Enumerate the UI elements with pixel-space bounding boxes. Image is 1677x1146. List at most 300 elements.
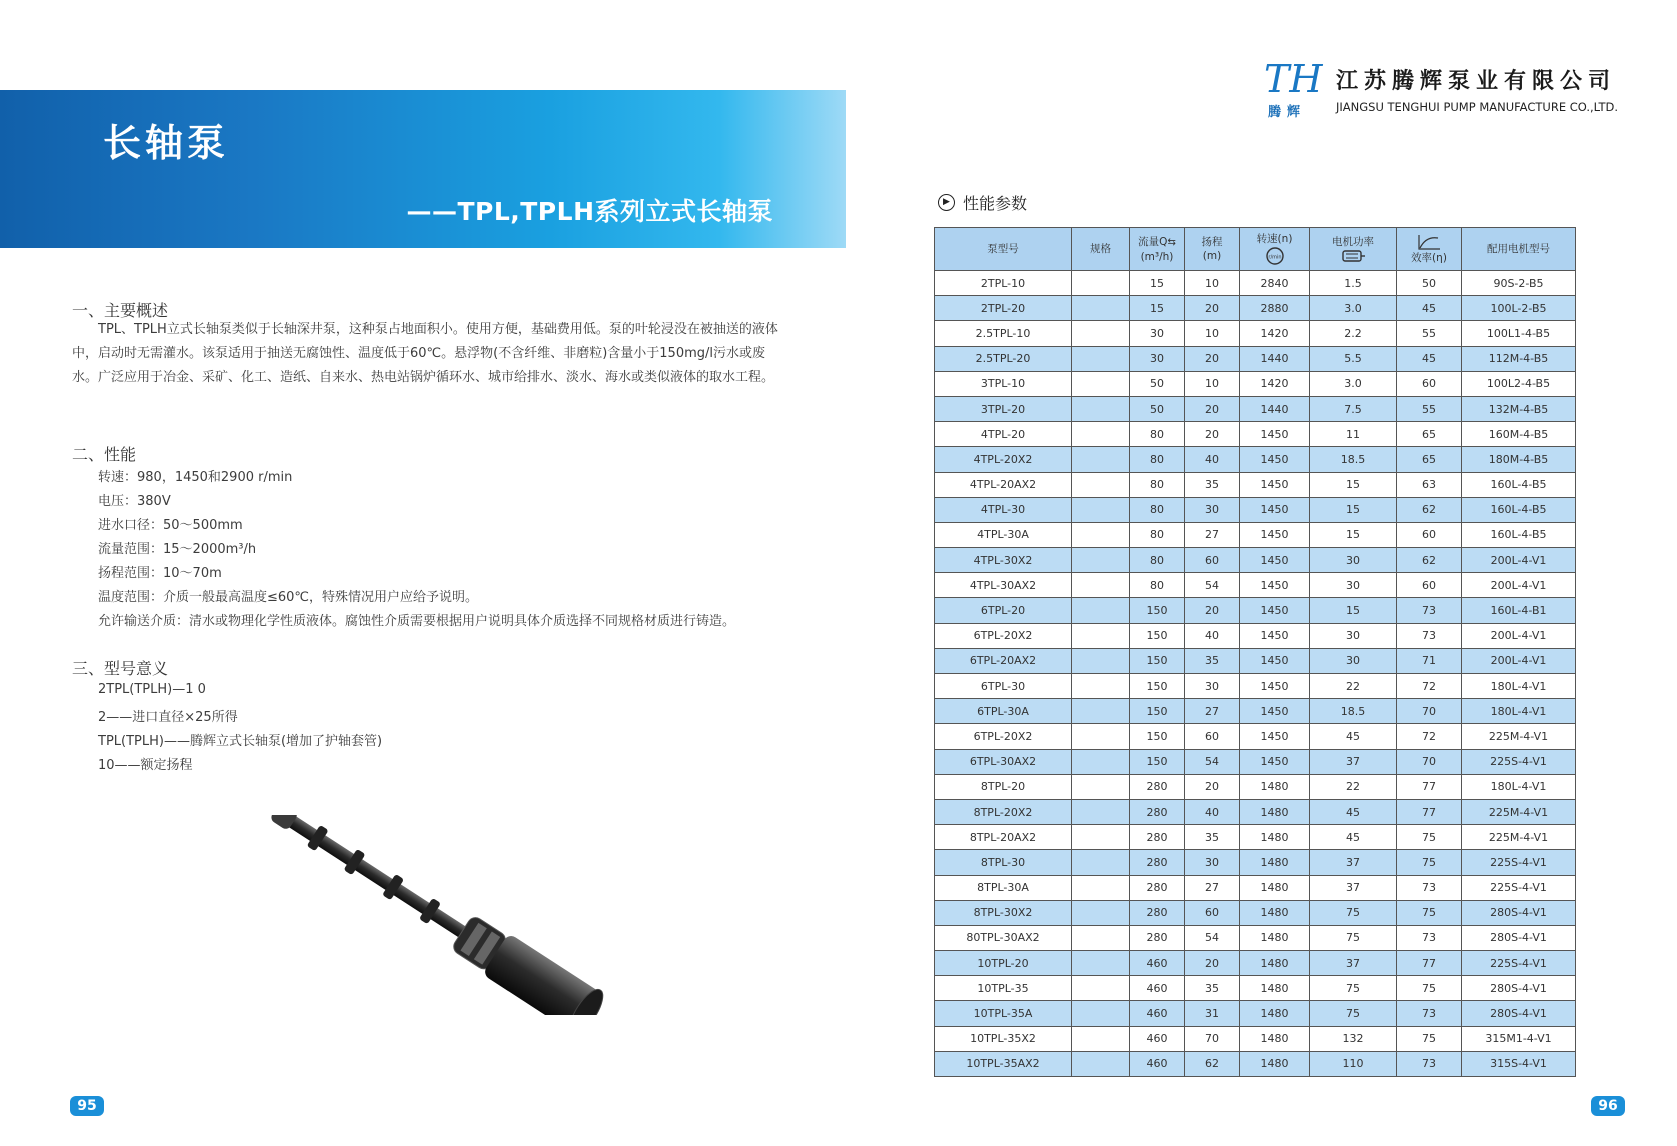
cell-head: 30 <box>1185 674 1240 699</box>
table-row <box>935 749 1576 774</box>
table-row <box>935 875 1576 900</box>
cell-flow: 280 <box>1130 875 1185 900</box>
cell-model: 10TPL-35A <box>935 1001 1072 1026</box>
cell-head: 27 <box>1185 699 1240 724</box>
cell-model: 6TPL-20X2 <box>935 623 1072 648</box>
cell-eff: 73 <box>1397 623 1462 648</box>
cell-power: 75 <box>1310 900 1397 925</box>
cell-power: 18.5 <box>1310 447 1397 472</box>
cell-power: 30 <box>1310 573 1397 598</box>
cell-spec <box>1072 296 1130 321</box>
cell-eff: 72 <box>1397 674 1462 699</box>
cell-spec <box>1072 925 1130 950</box>
logo-mark: TH <box>1264 57 1323 101</box>
cell-head: 31 <box>1185 1001 1240 1026</box>
cell-motor: 200L-4-V1 <box>1462 548 1576 573</box>
cell-flow: 50 <box>1130 371 1185 396</box>
cell-head: 20 <box>1185 396 1240 421</box>
cell-speed: 1450 <box>1240 648 1310 673</box>
model-line: 10——额定扬程 <box>98 758 193 773</box>
performance-title-text: 性能参数 <box>963 194 1028 213</box>
cell-flow: 150 <box>1130 699 1185 724</box>
cell-eff: 55 <box>1397 396 1462 421</box>
rotation-icon <box>1264 246 1286 266</box>
cell-spec <box>1072 598 1130 623</box>
table-row <box>935 699 1576 724</box>
cell-model: 8TPL-30A <box>935 875 1072 900</box>
cell-spec <box>1072 674 1130 699</box>
cell-speed: 1480 <box>1240 1026 1310 1051</box>
cell-eff: 73 <box>1397 875 1462 900</box>
cell-spec <box>1072 1051 1130 1076</box>
cell-motor: 100L1-4-B5 <box>1462 321 1576 346</box>
cell-model: 8TPL-30 <box>935 850 1072 875</box>
cell-flow: 50 <box>1130 396 1185 421</box>
table-row <box>935 422 1576 447</box>
cell-model: 8TPL-20 <box>935 774 1072 799</box>
cell-eff: 73 <box>1397 1051 1462 1076</box>
cell-eff: 71 <box>1397 648 1462 673</box>
cell-power: 2.2 <box>1310 321 1397 346</box>
cell-model: 4TPL-30 <box>935 497 1072 522</box>
cell-flow: 280 <box>1130 900 1185 925</box>
cell-speed: 1440 <box>1240 396 1310 421</box>
cell-flow: 30 <box>1130 346 1185 371</box>
cell-speed: 1450 <box>1240 472 1310 497</box>
cell-power: 22 <box>1310 674 1397 699</box>
cell-power: 110 <box>1310 1051 1397 1076</box>
cell-flow: 80 <box>1130 422 1185 447</box>
cell-eff: 60 <box>1397 573 1462 598</box>
cell-eff: 62 <box>1397 497 1462 522</box>
cell-speed: 1480 <box>1240 951 1310 976</box>
cell-head: 27 <box>1185 522 1240 547</box>
cell-head: 60 <box>1185 548 1240 573</box>
cell-model: 8TPL-20AX2 <box>935 825 1072 850</box>
logo-text: 腾辉 <box>1268 105 1307 120</box>
cell-flow: 15 <box>1130 271 1185 296</box>
page-title: 长轴泵 <box>103 121 230 165</box>
cell-speed: 1450 <box>1240 522 1310 547</box>
table-row <box>935 623 1576 648</box>
cell-power: 45 <box>1310 724 1397 749</box>
cell-spec <box>1072 825 1130 850</box>
table-row <box>935 396 1576 421</box>
cell-power: 22 <box>1310 774 1397 799</box>
cell-motor: 225M-4-V1 <box>1462 825 1576 850</box>
cell-spec <box>1072 699 1130 724</box>
cell-power: 30 <box>1310 648 1397 673</box>
cell-eff: 75 <box>1397 825 1462 850</box>
cell-model: 4TPL-30X2 <box>935 548 1072 573</box>
table-row <box>935 976 1576 1001</box>
cell-speed: 1450 <box>1240 749 1310 774</box>
table-row <box>935 1001 1576 1026</box>
cell-spec <box>1072 522 1130 547</box>
header-flow-label: 流量Q <box>1138 235 1168 248</box>
company-logo <box>1260 56 1340 122</box>
cell-speed: 1440 <box>1240 346 1310 371</box>
cell-head: 35 <box>1185 472 1240 497</box>
cell-eff: 73 <box>1397 598 1462 623</box>
cell-motor: 225S-4-V1 <box>1462 951 1576 976</box>
cell-speed: 1480 <box>1240 900 1310 925</box>
cell-spec <box>1072 774 1130 799</box>
cell-motor: 160M-4-B5 <box>1462 422 1576 447</box>
cell-flow: 280 <box>1130 825 1185 850</box>
cell-power: 15 <box>1310 497 1397 522</box>
cell-spec <box>1072 497 1130 522</box>
table-row <box>935 825 1576 850</box>
table-row <box>935 648 1576 673</box>
table-row <box>935 346 1576 371</box>
table-row <box>935 321 1576 346</box>
cell-spec <box>1072 548 1130 573</box>
cell-motor: 160L-4-B5 <box>1462 497 1576 522</box>
cell-flow: 80 <box>1130 573 1185 598</box>
cell-speed: 1450 <box>1240 724 1310 749</box>
cell-power: 45 <box>1310 825 1397 850</box>
table-row <box>935 271 1576 296</box>
rotation-icon-text: r/min <box>1267 254 1282 261</box>
cell-eff: 72 <box>1397 724 1462 749</box>
cell-model: 2TPL-20 <box>935 296 1072 321</box>
cell-flow: 80 <box>1130 447 1185 472</box>
cell-eff: 62 <box>1397 548 1462 573</box>
cell-eff: 75 <box>1397 850 1462 875</box>
header-efficiency-label: 效率(η) <box>1411 252 1447 264</box>
table-row <box>935 497 1576 522</box>
cell-model: 8TPL-20X2 <box>935 799 1072 824</box>
table-row <box>935 1026 1576 1051</box>
cell-power: 37 <box>1310 875 1397 900</box>
cell-spec <box>1072 1001 1130 1026</box>
cell-flow: 460 <box>1130 1001 1185 1026</box>
table-row <box>935 951 1576 976</box>
cell-eff: 60 <box>1397 522 1462 547</box>
company-name-cn: 江苏腾辉泵业有限公司 <box>1336 68 1617 94</box>
cell-spec <box>1072 472 1130 497</box>
cell-flow: 280 <box>1130 799 1185 824</box>
cell-speed: 2840 <box>1240 271 1310 296</box>
header-model: 泵型号 <box>935 228 1072 271</box>
cell-spec <box>1072 749 1130 774</box>
cell-power: 5.5 <box>1310 346 1397 371</box>
cell-power: 132 <box>1310 1026 1397 1051</box>
cell-motor: 225S-4-V1 <box>1462 749 1576 774</box>
header-motor: 配用电机型号 <box>1462 228 1576 271</box>
cell-model: 4TPL-20AX2 <box>935 472 1072 497</box>
cell-model: 6TPL-20AX2 <box>935 648 1072 673</box>
table-row <box>935 573 1576 598</box>
cell-power: 75 <box>1310 925 1397 950</box>
cell-eff: 77 <box>1397 951 1462 976</box>
cell-spec <box>1072 1026 1130 1051</box>
cell-spec <box>1072 799 1130 824</box>
cell-motor: 280S-4-V1 <box>1462 976 1576 1001</box>
efficiency-curve-icon <box>1416 233 1442 251</box>
cell-model: 80TPL-30AX2 <box>935 925 1072 950</box>
cell-eff: 70 <box>1397 699 1462 724</box>
cell-spec <box>1072 648 1130 673</box>
cell-speed: 1480 <box>1240 925 1310 950</box>
cell-spec <box>1072 850 1130 875</box>
cell-eff: 73 <box>1397 1001 1462 1026</box>
cell-power: 30 <box>1310 623 1397 648</box>
cell-head: 35 <box>1185 976 1240 1001</box>
cell-flow: 80 <box>1130 497 1185 522</box>
cell-spec <box>1072 271 1130 296</box>
cell-speed: 1450 <box>1240 674 1310 699</box>
cell-spec <box>1072 875 1130 900</box>
cell-head: 10 <box>1185 321 1240 346</box>
cell-eff: 75 <box>1397 976 1462 1001</box>
table-row <box>935 850 1576 875</box>
cell-model: 2TPL-10 <box>935 271 1072 296</box>
cell-speed: 1480 <box>1240 774 1310 799</box>
cell-motor: 315M1-4-V1 <box>1462 1026 1576 1051</box>
table-row <box>935 548 1576 573</box>
cell-speed: 1480 <box>1240 850 1310 875</box>
cell-spec <box>1072 623 1130 648</box>
cell-speed: 1480 <box>1240 976 1310 1001</box>
cell-motor: 160L-4-B1 <box>1462 598 1576 623</box>
table-row <box>935 522 1576 547</box>
cell-model: 4TPL-20X2 <box>935 447 1072 472</box>
cell-motor: 160L-4-B5 <box>1462 522 1576 547</box>
cell-motor: 280S-4-V1 <box>1462 900 1576 925</box>
cell-head: 60 <box>1185 724 1240 749</box>
cell-model: 4TPL-30A <box>935 522 1072 547</box>
cell-speed: 1480 <box>1240 1001 1310 1026</box>
cell-head: 40 <box>1185 447 1240 472</box>
spec-inlet: 进水口径：50～500mm <box>98 518 243 533</box>
model-line: 2TPL(TPLH)—1 0 <box>98 682 206 697</box>
cell-head: 20 <box>1185 346 1240 371</box>
cell-speed: 1480 <box>1240 825 1310 850</box>
spec-temperature: 温度范围：介质一般最高温度≤60℃，特殊情况用户应给予说明。 <box>98 590 479 605</box>
cell-model: 10TPL-20 <box>935 951 1072 976</box>
cell-power: 11 <box>1310 422 1397 447</box>
header-flow <box>1130 228 1185 271</box>
cell-head: 60 <box>1185 900 1240 925</box>
header-power-label: 电机功率 <box>1332 236 1374 248</box>
cell-speed: 1480 <box>1240 875 1310 900</box>
cell-eff: 77 <box>1397 799 1462 824</box>
table-row <box>935 1051 1576 1076</box>
cell-spec <box>1072 447 1130 472</box>
cell-power: 3.0 <box>1310 371 1397 396</box>
cell-flow: 80 <box>1130 548 1185 573</box>
cell-model: 2.5TPL-10 <box>935 321 1072 346</box>
cell-motor: 315S-4-V1 <box>1462 1051 1576 1076</box>
cell-eff: 75 <box>1397 1026 1462 1051</box>
cell-motor: 200L-4-V1 <box>1462 623 1576 648</box>
cell-speed: 1450 <box>1240 422 1310 447</box>
cell-power: 75 <box>1310 1001 1397 1026</box>
cell-head: 35 <box>1185 825 1240 850</box>
spec-flow: 流量范围：15～2000m³/h <box>98 542 257 557</box>
cell-model: 10TPL-35AX2 <box>935 1051 1072 1076</box>
cell-eff: 65 <box>1397 422 1462 447</box>
cell-eff: 70 <box>1397 749 1462 774</box>
cell-head: 10 <box>1185 371 1240 396</box>
cell-spec <box>1072 573 1130 598</box>
cell-model: 10TPL-35 <box>935 976 1072 1001</box>
cell-head: 54 <box>1185 749 1240 774</box>
cell-spec <box>1072 371 1130 396</box>
page-number-right: 96 <box>1591 1096 1625 1116</box>
cell-head: 20 <box>1185 774 1240 799</box>
cell-motor: 100L2-4-B5 <box>1462 371 1576 396</box>
section-model-title: 三、型号意义 <box>72 659 169 678</box>
cell-eff: 55 <box>1397 321 1462 346</box>
cell-head: 30 <box>1185 850 1240 875</box>
cell-flow: 280 <box>1130 925 1185 950</box>
cell-head: 62 <box>1185 1051 1240 1076</box>
cell-speed: 1450 <box>1240 548 1310 573</box>
cell-flow: 150 <box>1130 674 1185 699</box>
table-row <box>935 925 1576 950</box>
cell-head: 30 <box>1185 497 1240 522</box>
cell-motor: 132M-4-B5 <box>1462 396 1576 421</box>
cell-motor: 280S-4-V1 <box>1462 1001 1576 1026</box>
cell-flow: 150 <box>1130 598 1185 623</box>
model-line: TPL(TPLH)——腾辉立式长轴泵(增加了护轴套管) <box>98 734 383 749</box>
cell-eff: 45 <box>1397 346 1462 371</box>
cell-power: 7.5 <box>1310 396 1397 421</box>
cell-speed: 1420 <box>1240 321 1310 346</box>
cell-head: 27 <box>1185 875 1240 900</box>
spec-head: 扬程范围：10～70m <box>98 566 222 581</box>
cell-power: 18.5 <box>1310 699 1397 724</box>
cell-head: 20 <box>1185 951 1240 976</box>
cell-speed: 2880 <box>1240 296 1310 321</box>
cell-flow: 80 <box>1130 522 1185 547</box>
header-head <box>1185 228 1240 271</box>
cell-motor: 112M-4-B5 <box>1462 346 1576 371</box>
table-row <box>935 472 1576 497</box>
cell-speed: 1480 <box>1240 799 1310 824</box>
cell-flow: 150 <box>1130 724 1185 749</box>
cell-power: 3.0 <box>1310 296 1397 321</box>
page-subtitle: ——TPL,TPLH系列立式长轴泵 <box>406 197 773 226</box>
cell-head: 40 <box>1185 623 1240 648</box>
cell-flow: 460 <box>1130 1026 1185 1051</box>
cell-model: 3TPL-10 <box>935 371 1072 396</box>
cell-head: 10 <box>1185 271 1240 296</box>
cell-flow: 15 <box>1130 296 1185 321</box>
cell-eff: 65 <box>1397 447 1462 472</box>
header-flow-unit: (m³/h) <box>1140 250 1174 263</box>
cell-head: 20 <box>1185 422 1240 447</box>
cell-power: 45 <box>1310 799 1397 824</box>
cell-power: 15 <box>1310 472 1397 497</box>
cell-model: 2.5TPL-20 <box>935 346 1072 371</box>
table-body <box>935 271 1576 1077</box>
cell-model: 8TPL-30X2 <box>935 900 1072 925</box>
cell-motor: 180M-4-B5 <box>1462 447 1576 472</box>
cell-spec <box>1072 900 1130 925</box>
cell-spec <box>1072 321 1130 346</box>
cell-flow: 460 <box>1130 951 1185 976</box>
cell-head: 54 <box>1185 573 1240 598</box>
cell-model: 6TPL-20X2 <box>935 724 1072 749</box>
cell-speed: 1450 <box>1240 447 1310 472</box>
cell-eff: 73 <box>1397 925 1462 950</box>
cell-eff: 75 <box>1397 900 1462 925</box>
cell-motor: 225M-4-V1 <box>1462 799 1576 824</box>
cell-speed: 1450 <box>1240 497 1310 522</box>
cell-speed: 1450 <box>1240 573 1310 598</box>
company-name-en: JIANGSU TENGHUI PUMP MANUFACTURE CO.,LTD. <box>1336 100 1619 114</box>
cell-power: 15 <box>1310 522 1397 547</box>
performance-title <box>938 191 1027 214</box>
cell-motor: 200L-4-V1 <box>1462 648 1576 673</box>
cell-flow: 280 <box>1130 774 1185 799</box>
header-head-label: 扬程 <box>1201 236 1223 248</box>
cell-spec <box>1072 422 1130 447</box>
table-row <box>935 774 1576 799</box>
section-performance-title: 二、性能 <box>72 445 137 464</box>
cell-head: 70 <box>1185 1026 1240 1051</box>
header-speed-label: 转速(n) <box>1256 233 1293 245</box>
cell-speed: 1420 <box>1240 371 1310 396</box>
cell-flow: 80 <box>1130 472 1185 497</box>
cell-spec <box>1072 724 1130 749</box>
model-line: 2——进口直径×25所得 <box>98 710 238 725</box>
cell-motor: 200L-4-V1 <box>1462 573 1576 598</box>
table-row <box>935 799 1576 824</box>
cell-power: 15 <box>1310 598 1397 623</box>
cell-model: 6TPL-30 <box>935 674 1072 699</box>
cell-flow: 280 <box>1130 850 1185 875</box>
cell-flow: 30 <box>1130 321 1185 346</box>
cell-motor: 225S-4-V1 <box>1462 850 1576 875</box>
pump-image <box>262 815 612 1015</box>
cell-flow: 150 <box>1130 648 1185 673</box>
cell-head: 20 <box>1185 296 1240 321</box>
cell-motor: 225S-4-V1 <box>1462 875 1576 900</box>
cell-motor: 180L-4-V1 <box>1462 699 1576 724</box>
cell-power: 1.5 <box>1310 271 1397 296</box>
cell-eff: 45 <box>1397 296 1462 321</box>
performance-table <box>934 227 1576 1077</box>
cell-power: 75 <box>1310 976 1397 1001</box>
cell-head: 54 <box>1185 925 1240 950</box>
header-head-unit: (m) <box>1202 250 1222 262</box>
title-banner <box>0 90 846 248</box>
header-efficiency <box>1397 228 1462 271</box>
cell-motor: 180L-4-V1 <box>1462 674 1576 699</box>
cell-spec <box>1072 346 1130 371</box>
cell-flow: 150 <box>1130 749 1185 774</box>
cell-eff: 63 <box>1397 472 1462 497</box>
cell-eff: 60 <box>1397 371 1462 396</box>
page-number-left: 95 <box>70 1096 104 1116</box>
cell-motor: 160L-4-B5 <box>1462 472 1576 497</box>
cell-motor: 225M-4-V1 <box>1462 724 1576 749</box>
header-spec: 规格 <box>1072 228 1130 271</box>
cell-motor: 280S-4-V1 <box>1462 925 1576 950</box>
cell-speed: 1450 <box>1240 623 1310 648</box>
cell-head: 40 <box>1185 799 1240 824</box>
cell-power: 30 <box>1310 548 1397 573</box>
cell-flow: 150 <box>1130 623 1185 648</box>
section-overview-title: 一、主要概述 <box>72 301 169 320</box>
spec-medium: 允许输送介质：清水或物理化学性质液体。腐蚀性介质需要根据用户说明具体介质选择不同规格材质进行铸造。 <box>98 614 736 629</box>
cell-model: 6TPL-30AX2 <box>935 749 1072 774</box>
